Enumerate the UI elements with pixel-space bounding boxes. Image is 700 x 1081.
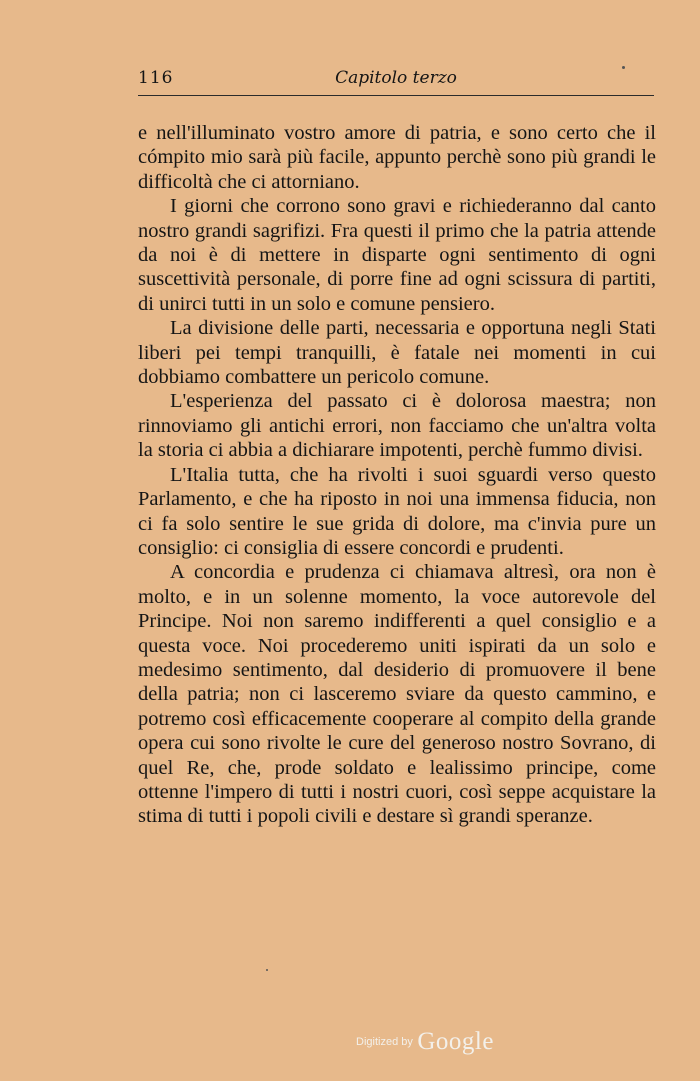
paragraph: e nell'illuminato vostro amore di patria, e sono certo che il cómpito mio sarà più facile, appunto perchè sono più grandi le difficoltà che ci attorniano. [138, 122, 656, 193]
paragraph: A concordia e prudenza ci chiamava altresì, ora non è molto, e in un solenne momento, la voce autorevole del Principe. Noi non saremo indifferenti a quel consiglio e a questa voce. Noi procederemo uniti ispirati da un solo e medesimo sentimento, dal desiderio di promuovere il bene della patria; non ci lasceremo sviare da questo cammino, e potremo così efficacemente cooperare al compito della grande opera cui sono rivolte le cure del generoso nostro Sovrano, di quel Re, che, prode soldato e lealissimo principe, come ottenne l'impero di tutti i nostri cuori, così seppe acquistare la stima di tutti i popoli civili e destare sì grandi speranze. [138, 561, 656, 828]
google-logo-text: Google [417, 1028, 494, 1055]
paragraph: I giorni che corrono sono gravi e richiederanno dal canto nostro grandi sagrifizi. Fra questi il primo che la patria attende da noi è di mettere in disparte ogni sentimento di ogni suscettività personale, di porre fine ad ogni scissura di partiti, di unirci tutti in un solo e comune pensiero. [138, 195, 656, 315]
digitized-by-label: Digitized by [356, 1036, 413, 1048]
header-rule [138, 95, 654, 96]
paragraph: La divisione delle parti, necessaria e opportuna negli Stati liberi pei tempi tranquilli, è fatale nei momenti in cui dobbiamo combattere un pericolo comune. [138, 317, 656, 389]
body-text [138, 121, 656, 829]
page-number: 116 [138, 68, 174, 88]
paragraph: L'Italia tutta, che ha rivolti i suoi sguardi verso questo Parlamento, e che ha riposto in noi una immensa fiducia, non ci fa solo sentire le sue grida di dolore, ma c'invia pure un consiglio: ci consiglia di essere concordi e prudenti. [138, 463, 656, 559]
running-head [138, 66, 654, 94]
paragraph: L'esperienza del passato ci è dolorosa maestra; non rinnoviamo gli antichi errori, non facciamo che un'altra volta la storia ci abbia a dichiarare impotenti, perchè fummo divisi. [138, 390, 656, 462]
scan-speck [266, 969, 268, 971]
digitized-by-google-watermark [356, 1028, 494, 1056]
scan-speck [622, 66, 625, 69]
chapter-title: Capitolo terzo [335, 68, 457, 88]
